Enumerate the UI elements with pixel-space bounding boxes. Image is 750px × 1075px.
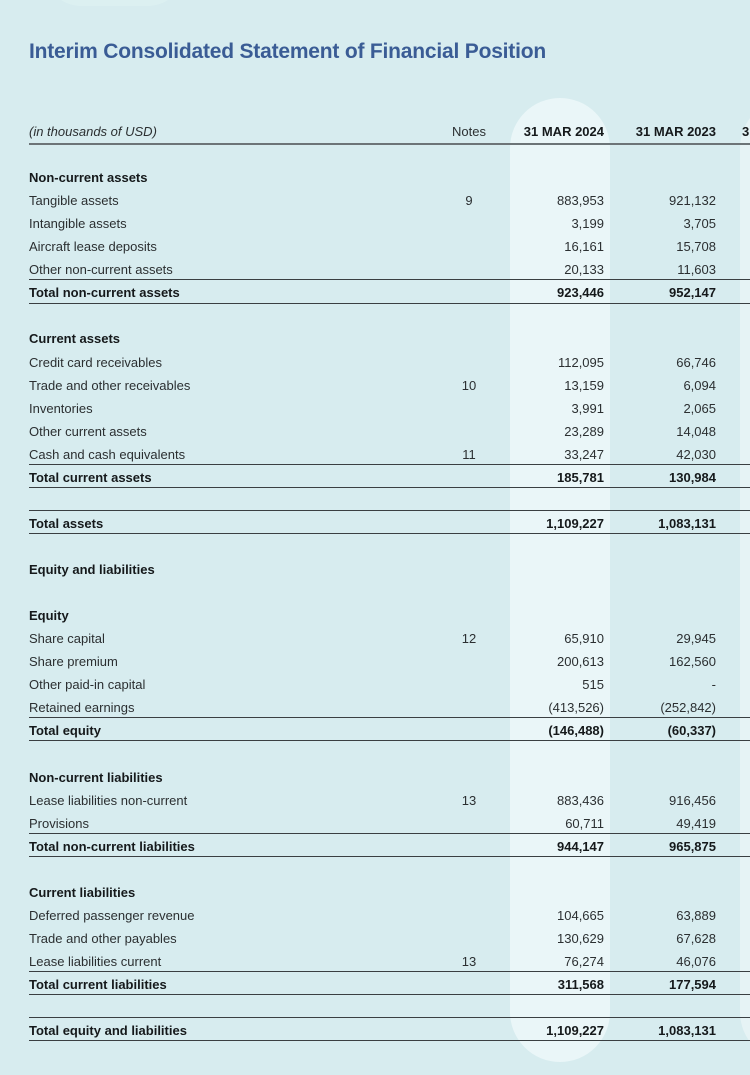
row-divider [29, 856, 750, 857]
table-row [29, 673, 750, 696]
section-heading-label: Equity and liabilities [29, 562, 155, 577]
value-2023: 46,076 [676, 954, 716, 969]
table-row [29, 397, 750, 420]
total-label: Total non-current assets [29, 285, 180, 300]
total-value-2024: 944,147 [557, 839, 604, 854]
table-row [29, 696, 750, 719]
total-value-2024: 185,781 [557, 470, 604, 485]
section-heading-label: Current liabilities [29, 885, 136, 900]
row-divider [29, 464, 750, 465]
row-divider [29, 487, 750, 488]
table-row [29, 258, 750, 281]
unit-label: (in thousands of USD) [29, 124, 157, 139]
value-2024: 883,953 [557, 193, 604, 208]
table-row [29, 420, 750, 443]
value-2024: 3,991 [571, 401, 604, 416]
row-label: Inventories [29, 401, 93, 416]
value-2023: 29,945 [676, 631, 716, 646]
table-row [29, 212, 750, 235]
row-note: 10 [461, 378, 477, 393]
value-2023: 2,065 [683, 401, 716, 416]
row-divider [29, 279, 750, 280]
section-heading [29, 166, 750, 189]
table-row [29, 927, 750, 950]
value-2023: 63,889 [676, 908, 716, 923]
grand-total-row [29, 512, 750, 535]
notes-header: Notes [452, 124, 486, 139]
value-2024: 104,665 [557, 908, 604, 923]
value-2023: (252,842) [660, 700, 716, 715]
total-label: Total equity and liabilities [29, 1023, 187, 1038]
row-label: Retained earnings [29, 700, 135, 715]
total-value-2023: 952,147 [669, 285, 716, 300]
decorative-shape [42, 0, 187, 6]
row-divider [29, 510, 750, 511]
row-label: Lease liabilities non-current [29, 793, 188, 808]
value-2024: 76,274 [564, 954, 604, 969]
value-2023: 921,132 [669, 193, 716, 208]
total-value-2024: (146,488) [548, 723, 604, 738]
row-divider [29, 717, 750, 718]
value-2024: 130,629 [557, 931, 604, 946]
section-heading-label: Non-current assets [29, 170, 148, 185]
header-divider [29, 143, 750, 145]
table-row [29, 189, 750, 212]
total-value-2023: 177,594 [669, 977, 716, 992]
total-row [29, 973, 750, 996]
row-divider [29, 971, 750, 972]
value-2023: 67,628 [676, 931, 716, 946]
row-label: Trade and other payables [29, 931, 177, 946]
value-2024: 3,199 [571, 216, 604, 231]
total-value-2024: 311,568 [557, 977, 604, 992]
total-value-2024: 923,446 [557, 285, 604, 300]
value-2024: 65,910 [564, 631, 604, 646]
table-row [29, 374, 750, 397]
value-2023: 916,456 [669, 793, 716, 808]
value-2024: 515 [582, 677, 604, 692]
table-row [29, 650, 750, 673]
row-note: 13 [461, 954, 477, 969]
value-2023: 49,419 [676, 816, 716, 831]
value-2023: - [711, 677, 716, 692]
value-2024: 112,095 [557, 355, 604, 370]
row-divider [29, 833, 750, 834]
row-note: 13 [461, 793, 477, 808]
row-label: Other current assets [29, 424, 147, 439]
row-label: Share premium [29, 654, 118, 669]
value-2023: 6,094 [683, 378, 716, 393]
table-row [29, 627, 750, 650]
table-row [29, 351, 750, 374]
value-2024: 23,289 [564, 424, 604, 439]
table-header [29, 120, 750, 143]
row-label: Provisions [29, 816, 89, 831]
value-2024: 33,247 [564, 447, 604, 462]
row-label: Aircraft lease deposits [29, 239, 157, 254]
total-label: Total equity [29, 723, 101, 738]
total-label: Total current liabilities [29, 977, 167, 992]
grand-total-row [29, 1019, 750, 1042]
total-row [29, 835, 750, 858]
value-2023: 3,705 [683, 216, 716, 231]
row-divider [29, 1017, 750, 1018]
total-row [29, 719, 750, 742]
section-heading [29, 558, 750, 581]
row-label: Cash and cash equivalents [29, 447, 186, 462]
total-value-2023: 965,875 [669, 839, 716, 854]
value-2024: 60,711 [565, 816, 604, 831]
table-row [29, 950, 750, 973]
row-label: Credit card receivables [29, 355, 162, 370]
row-label: Lease liabilities current [29, 954, 162, 969]
total-value-2023: 1,083,131 [658, 1023, 716, 1038]
section-heading [29, 327, 750, 350]
section-heading [29, 604, 750, 627]
section-heading-label: Current assets [29, 331, 121, 346]
row-label: Trade and other receivables [29, 378, 191, 393]
row-note: 11 [462, 447, 476, 462]
table-row [29, 789, 750, 812]
total-label: Total current assets [29, 470, 152, 485]
total-value-2023: (60,337) [667, 723, 716, 738]
table-row [29, 443, 750, 466]
value-2024: 13,159 [564, 378, 604, 393]
section-heading-label: Non-current liabilities [29, 770, 163, 785]
row-label: Other non-current assets [29, 262, 173, 277]
value-2024: 16,161 [564, 239, 604, 254]
table-row [29, 904, 750, 927]
row-divider [29, 533, 750, 534]
value-2023: 14,048 [676, 424, 716, 439]
row-label: Tangible assets [29, 193, 119, 208]
row-divider [29, 303, 750, 304]
row-label: Deferred passenger revenue [29, 908, 195, 923]
value-2024: 200,613 [557, 654, 604, 669]
table-row [29, 812, 750, 835]
row-note: 12 [461, 631, 477, 646]
section-heading [29, 881, 750, 904]
column-header-2024: 31 MAR 2024 [523, 124, 604, 139]
value-2023: 42,030 [676, 447, 716, 462]
row-divider [29, 740, 750, 741]
row-divider [29, 994, 750, 995]
value-2023: 162,560 [669, 654, 716, 669]
row-label: Share capital [29, 631, 105, 646]
value-2023: 66,746 [676, 355, 716, 370]
total-row [29, 281, 750, 304]
section-heading [29, 766, 750, 789]
section-heading-label: Equity [29, 608, 69, 623]
value-2023: 15,708 [676, 239, 716, 254]
total-value-2023: 130,984 [669, 470, 716, 485]
row-divider [29, 1040, 750, 1041]
column-header-2023: 31 MAR 2023 [635, 124, 716, 139]
column-header-partial: 3 [742, 124, 750, 139]
total-value-2024: 1,109,227 [546, 1023, 604, 1038]
total-label: Total assets [29, 516, 104, 531]
row-label: Intangible assets [29, 216, 127, 231]
value-2024: 883,436 [557, 793, 604, 808]
total-value-2024: 1,109,227 [546, 516, 604, 531]
value-2023: 11,603 [677, 262, 716, 277]
table-row [29, 235, 750, 258]
total-value-2023: 1,083,131 [658, 516, 716, 531]
value-2024: 20,133 [564, 262, 604, 277]
page-title: Interim Consolidated Statement of Financial Position [29, 40, 546, 63]
row-note: 9 [465, 193, 473, 208]
row-label: Other paid-in capital [29, 677, 146, 692]
value-2024: (413,526) [548, 700, 604, 715]
total-label: Total non-current liabilities [29, 839, 195, 854]
total-row [29, 466, 750, 489]
